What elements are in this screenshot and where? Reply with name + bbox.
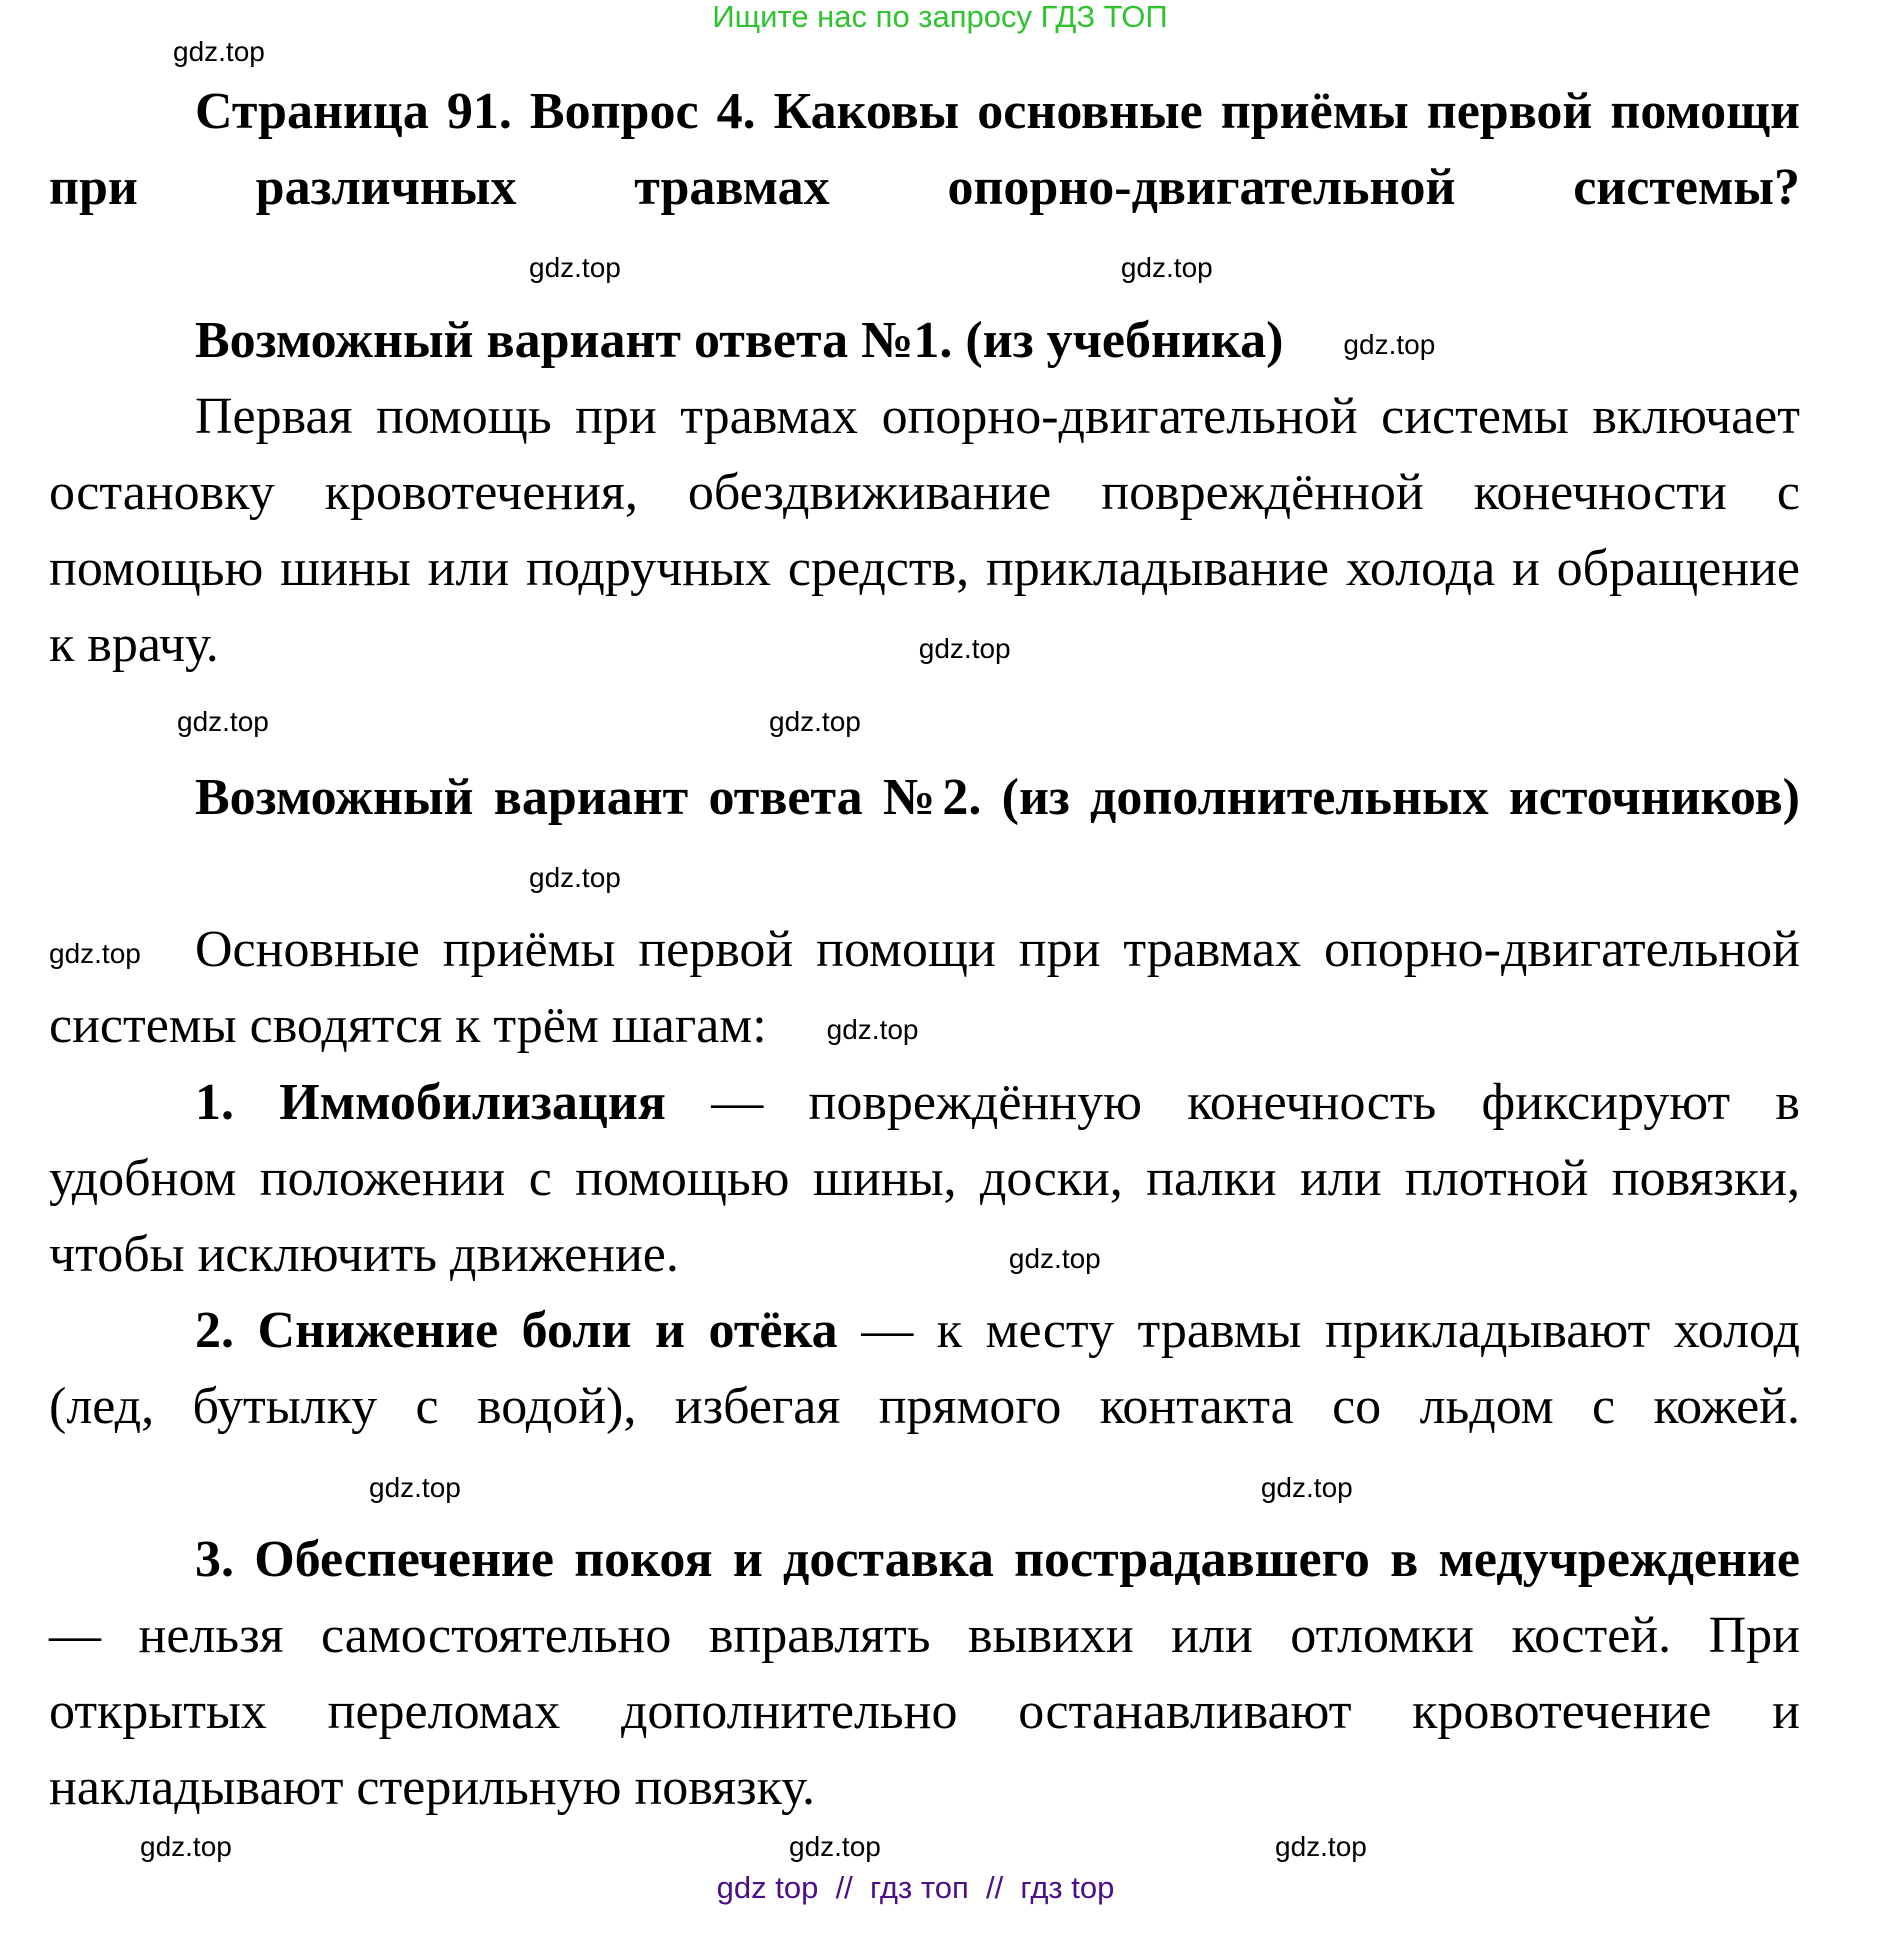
step-title: 1. Иммобилизация xyxy=(195,1073,666,1131)
question-title-text: Страница 91. Вопрос 4. Каковы основные приёмы первой помощи при различных травмах опорно-двигательной системы? xyxy=(49,83,1800,217)
top-banner-link[interactable]: Ищите нас по запросу ГДЗ ТОП xyxy=(712,0,1168,34)
bottom-banner-link[interactable]: gdz top // гдз топ // гдз top xyxy=(716,1869,1115,1905)
watermark: gdz.top xyxy=(49,938,141,970)
answer1-heading xyxy=(49,303,1800,379)
spacer xyxy=(49,684,1800,760)
watermark: gdz.top xyxy=(1008,1243,1101,1275)
watermark: gdz.top xyxy=(826,1014,919,1046)
watermark: gdz.top xyxy=(1275,1830,1367,1862)
watermark: gdz.top xyxy=(529,862,621,894)
step-title: 3. Обеспечение покоя и доставка пострадавшего в медучреждение xyxy=(195,1530,1800,1588)
watermark: gdz.top xyxy=(1260,1471,1353,1503)
answer2-intro xyxy=(49,912,1800,1064)
watermark-row xyxy=(49,1827,1800,1867)
watermark: gdz.top xyxy=(789,1830,881,1862)
watermark: gdz.top xyxy=(173,36,265,67)
answer1-text-body: Первая помощь при травмах опорно-двигательной системы включает остановку кровотечения, обездвиживание повреждённой конечности с помощью шины или подручных средств, прикладывание холода и обращение к врачу. xyxy=(49,387,1800,674)
document-body xyxy=(49,74,1800,1827)
answer2-intro-text: Основные приёмы первой помощи при травмах опорно-двигательной системы сводятся к трём шагам: xyxy=(49,921,1800,1055)
step-3 xyxy=(49,1522,1800,1827)
step-title: 2. Снижение боли и отёка xyxy=(195,1302,838,1360)
watermark: gdz.top xyxy=(1343,328,1436,360)
step-1 xyxy=(49,1065,1800,1294)
page-flow xyxy=(49,74,1800,1905)
watermark: gdz.top xyxy=(529,252,621,284)
question-title xyxy=(49,74,1800,303)
watermark: gdz.top xyxy=(769,705,861,737)
watermark: gdz.top xyxy=(369,1471,461,1503)
watermark: gdz.top xyxy=(177,705,269,737)
answer1-text xyxy=(49,379,1800,684)
watermark: gdz.top xyxy=(918,633,1011,665)
step-text: — нельзя самостоятельно вправлять вывихи или отломки костей. При открытых переломах дополнительно останавливают кровотечение и накладывают стерильную повязку. xyxy=(49,1607,1800,1817)
step-2 xyxy=(49,1293,1800,1522)
watermark: gdz.top xyxy=(140,1830,232,1862)
step-text: — повреждённую конечность фиксируют в удобном положении с помощью шины, доски, палки или плотной повязки, чтобы исключить движение. xyxy=(49,1073,1800,1284)
watermark: gdz.top xyxy=(1120,252,1213,284)
step-text: — к месту травмы прикладывают холод (лед, бутылку с водой), избегая прямого контакта со льдом с кожей. xyxy=(49,1302,1800,1436)
answer2-heading xyxy=(49,760,1800,912)
answer2-heading-text: Возможный вариант ответа №2. (из дополнительных источников) xyxy=(195,768,1800,826)
answer1-heading-text: Возможный вариант ответа №1. (из учебника) xyxy=(195,311,1284,369)
